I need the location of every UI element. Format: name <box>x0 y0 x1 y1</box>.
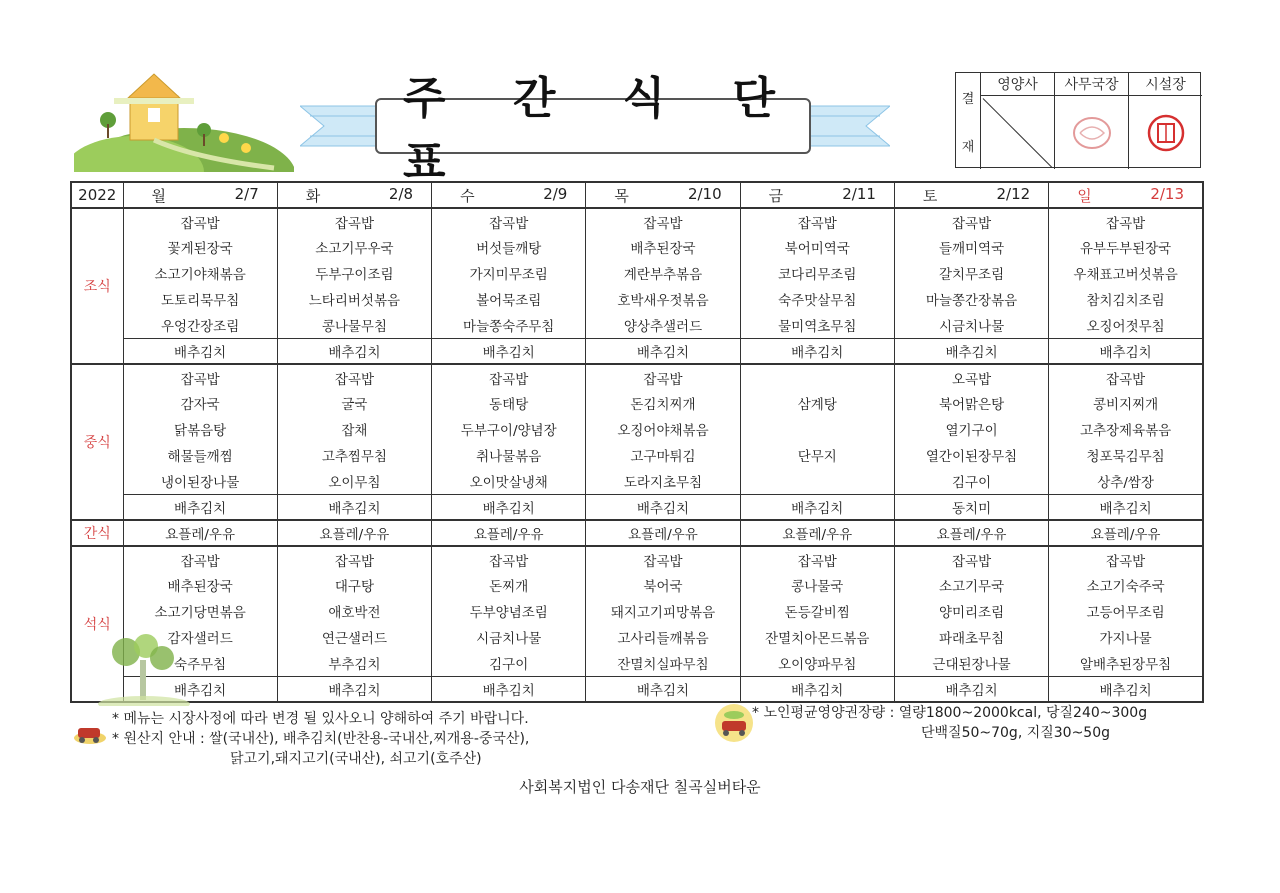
menu-cell: 시금치나물 <box>894 312 1048 338</box>
menu-cell: 요플레/우유 <box>740 520 894 546</box>
menu-cell: 소고기무우국 <box>277 234 431 260</box>
day-header-sun <box>1049 182 1203 208</box>
approval-side-bottom: 재 <box>961 139 975 155</box>
menu-cell: 잡곡밥 <box>740 546 894 572</box>
menu-cell: 버섯들깨탕 <box>432 234 586 260</box>
menu-row <box>71 598 1203 624</box>
menu-cell: 콩비지찌개 <box>1049 390 1203 416</box>
menu-cell: 계란부추볶음 <box>586 260 740 286</box>
day-date: 2/13 <box>1150 184 1184 203</box>
menu-cell: 열간이된장무침 <box>894 442 1048 468</box>
nutrition-line-1: * 노인평균영양권장량 : 열량1800~2000kcal, 당질240~300g <box>752 705 1148 721</box>
menu-cell: 호박새우젓볶음 <box>586 286 740 312</box>
menu-cell: 돼지고기피망볶음 <box>586 598 740 624</box>
day-header-thu <box>586 182 740 208</box>
menu-cell: 고등어무조림 <box>1049 598 1203 624</box>
menu-cell: 시금치나물 <box>432 624 586 650</box>
day-name: 수 <box>460 186 475 205</box>
day-header-mon <box>123 182 277 208</box>
menu-cell: 가지나물 <box>1049 624 1203 650</box>
menu-cell: 요플레/우유 <box>1049 520 1203 546</box>
menu-cell: 오이맛살냉채 <box>432 468 586 494</box>
menu-cell: 배추김치 <box>432 676 586 702</box>
menu-cell: 참치김치조림 <box>1049 286 1203 312</box>
menu-cell: 배추김치 <box>123 676 277 702</box>
menu-cell <box>740 468 894 494</box>
menu-cell: 두부구이조림 <box>277 260 431 286</box>
ladybug-cart-illustration <box>72 712 108 746</box>
menu-cell: 잡곡밥 <box>1049 208 1203 234</box>
menu-row <box>71 208 1203 234</box>
menu-row <box>71 390 1203 416</box>
menu-cell: 배추김치 <box>123 338 277 364</box>
menu-cell: 잡곡밥 <box>123 208 277 234</box>
day-header-row <box>71 182 1203 208</box>
menu-cell: 잡곡밥 <box>277 208 431 234</box>
menu-cell: 우채표고버섯볶음 <box>1049 260 1203 286</box>
house-illustration <box>74 68 294 172</box>
menu-cell: 고추찜무침 <box>277 442 431 468</box>
menu-cell: 배추김치 <box>586 494 740 520</box>
menu-cell: 도토리묵무침 <box>123 286 277 312</box>
approval-side-label <box>956 73 980 169</box>
menu-cell: 고사리들깨볶음 <box>586 624 740 650</box>
menu-row <box>71 624 1203 650</box>
meal-label: 중식 <box>71 364 123 520</box>
menu-cell: 대구탕 <box>277 572 431 598</box>
menu-cell: 배추김치 <box>432 494 586 520</box>
menu-cell: 꽃게된장국 <box>123 234 277 260</box>
menu-cell: 부추김치 <box>277 650 431 676</box>
day-date: 2/9 <box>543 184 568 203</box>
notes-block <box>112 709 529 769</box>
menu-cell: 배추김치 <box>894 676 1048 702</box>
menu-cell: 잡곡밥 <box>740 208 894 234</box>
menu-row <box>71 260 1203 286</box>
menu-cell: 잡곡밥 <box>894 208 1048 234</box>
menu-cell: 김구이 <box>894 468 1048 494</box>
menu-cell: 잔멸치아몬드볶음 <box>740 624 894 650</box>
menu-cell: 요플레/우유 <box>894 520 1048 546</box>
menu-cell: 우엉간장조림 <box>123 312 277 338</box>
day-name: 일 <box>1077 186 1092 205</box>
menu-cell: 마늘쫑숙주무침 <box>432 312 586 338</box>
note-origin: * 원산지 안내 : 쌀(국내산), 배추김치(반찬용-국내산,찌개용-중국산), <box>112 731 530 747</box>
menu-cell: 가지미무조림 <box>432 260 586 286</box>
menu-cell: 취나물볶음 <box>432 442 586 468</box>
menu-cell: 두부양념조림 <box>432 598 586 624</box>
diagonal-slash-icon <box>981 96 1054 170</box>
menu-cell: 상추/쌈장 <box>1049 468 1203 494</box>
approval-sign-director <box>1128 95 1202 169</box>
menu-cell: 잔멸치실파무침 <box>586 650 740 676</box>
nutrition-line-2: 단백질50~70g, 지질30~50g <box>921 725 1111 741</box>
menu-row <box>71 234 1203 260</box>
seal-stamp-icon <box>1144 111 1188 155</box>
menu-cell: 북어국 <box>586 572 740 598</box>
menu-cell: 감자샐러드 <box>123 624 277 650</box>
menu-cell: 배추김치 <box>740 676 894 702</box>
menu-cell <box>740 364 894 390</box>
day-name: 토 <box>922 186 938 205</box>
menu-row <box>71 468 1203 494</box>
title-box <box>375 73 811 188</box>
menu-cell: 양미리조림 <box>894 598 1048 624</box>
menu-cell: 배추김치 <box>277 338 431 364</box>
day-name: 목 <box>614 186 629 205</box>
menu-cell: 돈김치찌개 <box>586 390 740 416</box>
page-title: 주 간 식 단 표 <box>403 73 801 188</box>
menu-cell: 요플레/우유 <box>277 520 431 546</box>
menu-cell: 배추김치 <box>432 338 586 364</box>
menu-cell: 해물들깨찜 <box>123 442 277 468</box>
menu-cell: 잡곡밥 <box>586 364 740 390</box>
menu-cell: 배추김치 <box>740 338 894 364</box>
menu-cell: 잡곡밥 <box>1049 364 1203 390</box>
approval-header-director: 시설장 <box>1128 73 1202 95</box>
menu-cell: 오이무침 <box>277 468 431 494</box>
nutrition-block <box>752 703 1147 743</box>
menu-cell: 연근샐러드 <box>277 624 431 650</box>
menu-cell: 돈등갈비찜 <box>740 598 894 624</box>
menu-cell: 갈치무조림 <box>894 260 1048 286</box>
approval-sign-office-manager <box>1054 95 1128 169</box>
day-header-tue <box>277 182 431 208</box>
menu-cell: 두부구이/양념장 <box>432 416 586 442</box>
approval-header-dietitian: 영양사 <box>980 73 1054 95</box>
menu-cell: 열기구이 <box>894 416 1048 442</box>
approval-header-office-manager: 사무국장 <box>1054 73 1128 95</box>
menu-cell: 오징어젓무침 <box>1049 312 1203 338</box>
meal-label: 조식 <box>71 208 123 364</box>
menu-row <box>71 572 1203 598</box>
menu-cell: 도라지초무침 <box>586 468 740 494</box>
menu-cell: 느타리버섯볶음 <box>277 286 431 312</box>
menu-cell: 고구마튀김 <box>586 442 740 468</box>
menu-row <box>71 520 1203 546</box>
menu-cell: 숙주무침 <box>123 650 277 676</box>
menu-cell: 삼계탕 <box>740 390 894 416</box>
menu-cell: 북어미역국 <box>740 234 894 260</box>
day-date: 2/12 <box>996 184 1031 203</box>
menu-cell: 단무지 <box>740 442 894 468</box>
menu-row <box>71 312 1203 338</box>
menu-cell: 요플레/우유 <box>586 520 740 546</box>
menu-cell: 김구이 <box>432 650 586 676</box>
day-name: 금 <box>768 186 784 205</box>
menu-cell: 애호박전 <box>277 598 431 624</box>
menu-cell: 굴국 <box>277 390 431 416</box>
menu-cell: 양상추샐러드 <box>586 312 740 338</box>
menu-cell: 잡곡밥 <box>277 546 431 572</box>
menu-cell: 잡곡밥 <box>432 208 586 234</box>
menu-cell: 배추된장국 <box>123 572 277 598</box>
menu-row <box>71 442 1203 468</box>
note-menu-change: * 메뉴는 시장사정에 따라 변경 될 있사오니 양해하여 주기 바랍니다. <box>112 711 529 727</box>
menu-cell: 소고기당면볶음 <box>123 598 277 624</box>
menu-cell: 코다리무조림 <box>740 260 894 286</box>
menu-cell: 소고기숙주국 <box>1049 572 1203 598</box>
menu-cell: 잡채 <box>277 416 431 442</box>
menu-cell: 동태탕 <box>432 390 586 416</box>
menu-cell: 알배추된장무침 <box>1049 650 1203 676</box>
menu-row <box>71 494 1203 520</box>
menu-cell: 배추된장국 <box>586 234 740 260</box>
menu-cell: 숙주맛살무침 <box>740 286 894 312</box>
menu-cell: 콩나물국 <box>740 572 894 598</box>
menu-cell: 감자국 <box>123 390 277 416</box>
menu-cell: 배추김치 <box>1049 338 1203 364</box>
menu-cell: 배추김치 <box>123 494 277 520</box>
approval-side-top: 결 <box>961 91 975 107</box>
menu-cell: 배추김치 <box>894 338 1048 364</box>
menu-row <box>71 338 1203 364</box>
menu-cell: 배추김치 <box>586 338 740 364</box>
note-origin-cont: 닭고기,돼지고기(국내산), 쇠고기(호주산) <box>230 751 482 767</box>
menu-cell: 배추김치 <box>277 676 431 702</box>
day-header-fri <box>740 182 894 208</box>
menu-row <box>71 286 1203 312</box>
menu-cell: 청포묵김무침 <box>1049 442 1203 468</box>
menu-cell: 오곡밥 <box>894 364 1048 390</box>
day-date: 2/10 <box>687 184 722 203</box>
menu-row <box>71 650 1203 676</box>
menu-cell: 물미역초무침 <box>740 312 894 338</box>
menu-cell: 잡곡밥 <box>894 546 1048 572</box>
menu-cell: 잡곡밥 <box>123 546 277 572</box>
menu-cell: 소고기무국 <box>894 572 1048 598</box>
menu-cell: 냉이된장나물 <box>123 468 277 494</box>
menu-cell: 잡곡밥 <box>1049 546 1203 572</box>
menu-cell: 잡곡밥 <box>586 546 740 572</box>
menu-cell: 닭볶음탕 <box>123 416 277 442</box>
menu-cell: 소고기야채볶음 <box>123 260 277 286</box>
menu-cell: 고추장제육볶음 <box>1049 416 1203 442</box>
menu-row <box>71 546 1203 572</box>
menu-row <box>71 676 1203 702</box>
menu-cell: 배추김치 <box>1049 676 1203 702</box>
menu-table-body <box>71 182 1203 702</box>
menu-cell: 들깨미역국 <box>894 234 1048 260</box>
day-name: 화 <box>305 186 321 205</box>
tree-illustration <box>96 632 192 706</box>
approval-sign-dietitian <box>980 95 1054 169</box>
meal-label: 석식 <box>71 546 123 702</box>
menu-cell: 오이양파무침 <box>740 650 894 676</box>
menu-cell: 잡곡밥 <box>432 364 586 390</box>
menu-cell: 콩나물무침 <box>277 312 431 338</box>
menu-cell: 잡곡밥 <box>277 364 431 390</box>
menu-cell: 돈찌개 <box>432 572 586 598</box>
weekly-menu-table <box>70 181 1204 703</box>
day-date: 2/11 <box>842 184 876 203</box>
day-date: 2/7 <box>234 184 259 203</box>
menu-cell: 마늘쫑간장볶음 <box>894 286 1048 312</box>
menu-row <box>71 416 1203 442</box>
meal-label: 간식 <box>71 520 123 546</box>
day-name: 월 <box>151 186 166 205</box>
ladybug-cart-illustration <box>714 703 754 743</box>
menu-cell: 근대된장나물 <box>894 650 1048 676</box>
menu-row <box>71 364 1203 390</box>
menu-cell: 볼어묵조림 <box>432 286 586 312</box>
menu-cell: 요플레/우유 <box>432 520 586 546</box>
menu-cell: 오징어야채볶음 <box>586 416 740 442</box>
day-header-sat <box>894 182 1048 208</box>
menu-cell <box>740 416 894 442</box>
menu-cell: 잡곡밥 <box>432 546 586 572</box>
menu-cell: 배추김치 <box>740 494 894 520</box>
menu-cell: 잡곡밥 <box>586 208 740 234</box>
footer-organization: 사회복지법인 다송재단 칠곡실버타운 <box>519 778 761 796</box>
menu-cell: 잡곡밥 <box>123 364 277 390</box>
menu-cell: 배추김치 <box>586 676 740 702</box>
menu-cell: 유부두부된장국 <box>1049 234 1203 260</box>
day-date: 2/8 <box>388 184 414 203</box>
menu-cell: 배추김치 <box>1049 494 1203 520</box>
menu-cell: 북어맑은탕 <box>894 390 1048 416</box>
menu-cell: 배추김치 <box>277 494 431 520</box>
year-cell: 2022 <box>71 182 123 208</box>
approval-box <box>955 72 1201 168</box>
day-header-wed <box>432 182 586 208</box>
menu-cell: 동치미 <box>894 494 1048 520</box>
menu-cell: 파래초무침 <box>894 624 1048 650</box>
seal-stamp-icon <box>1070 111 1114 155</box>
menu-cell: 요플레/우유 <box>123 520 277 546</box>
